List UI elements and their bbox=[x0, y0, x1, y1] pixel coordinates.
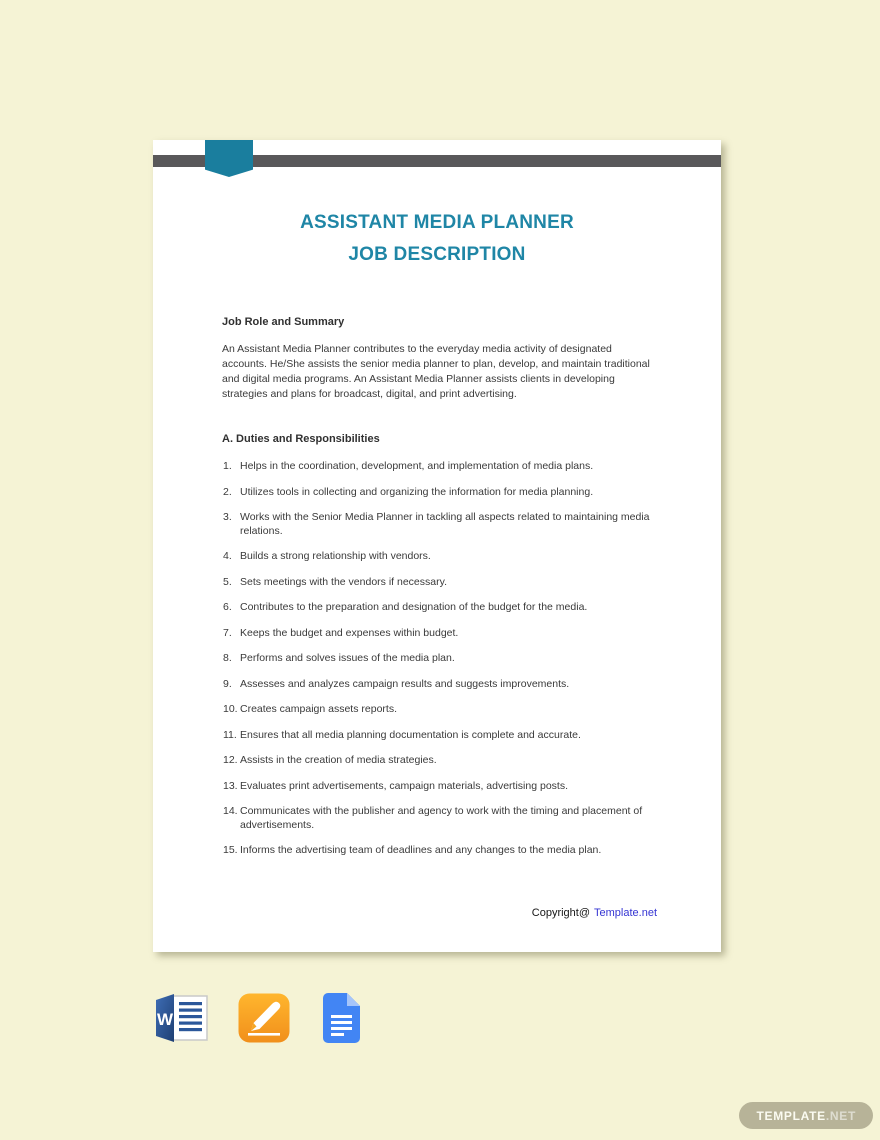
duty-number: 3. bbox=[223, 511, 232, 523]
duty-number: 15. bbox=[223, 844, 238, 856]
duty-number: 6. bbox=[223, 601, 232, 613]
copyright-link[interactable]: Template.net bbox=[594, 907, 657, 919]
duty-item bbox=[222, 754, 655, 768]
watermark-light: .NET bbox=[825, 1108, 856, 1123]
duty-text: Sets meetings with the vendors if necessary. bbox=[240, 575, 447, 588]
duty-text: Keeps the budget and expenses within budget. bbox=[240, 626, 459, 639]
microsoft-word-icon[interactable] bbox=[153, 993, 210, 1043]
duty-item bbox=[222, 550, 655, 564]
summary-heading: Job Role and Summary bbox=[222, 316, 345, 328]
copyright-line bbox=[532, 907, 657, 919]
duty-number: 9. bbox=[223, 677, 232, 690]
duty-text: Communicates with the publisher and agency to work with the timing and placement of advertisements. bbox=[240, 805, 643, 831]
duty-number: 11. bbox=[223, 728, 237, 741]
document-title-line2: JOB DESCRIPTION bbox=[348, 244, 526, 265]
duty-number: 8. bbox=[223, 652, 232, 664]
duty-text: Creates campaign assets reports. bbox=[240, 703, 397, 715]
template-net-watermark bbox=[739, 1102, 873, 1129]
duty-text: Works with the Senior Media Planner in tackling all aspects related to maintaining media relations. bbox=[240, 511, 650, 537]
duty-item bbox=[222, 652, 655, 666]
google-docs-icon[interactable] bbox=[318, 992, 365, 1044]
duty-number: 10. bbox=[223, 703, 238, 715]
duty-item bbox=[222, 780, 655, 794]
bookmark-ribbon-icon bbox=[205, 140, 253, 177]
document-page bbox=[153, 140, 721, 952]
duty-number: 5. bbox=[223, 575, 232, 588]
duty-text: Evaluates print advertisements, campaign materials, advertising posts. bbox=[240, 779, 568, 792]
duty-text: Ensures that all media planning documentation is complete and accurate. bbox=[240, 728, 581, 741]
duty-item bbox=[222, 627, 655, 641]
duty-number: 13. bbox=[223, 779, 238, 792]
summary-paragraph: An Assistant Media Planner contributes to the everyday media activity of designated accounts. He/She assists the senior media planner to plan, develop, and maintain traditional and digital media programs. An Assistant Media Planner assists clients in developing strategies and plans for broadcast, digital, and print advertising. bbox=[222, 343, 650, 400]
duties-heading: A. Duties and Responsibilities bbox=[222, 433, 380, 445]
document-title bbox=[153, 207, 721, 271]
duty-item bbox=[222, 805, 655, 832]
apple-pages-icon[interactable] bbox=[238, 993, 290, 1043]
duty-number: 1. bbox=[223, 460, 232, 472]
duty-item bbox=[222, 486, 655, 500]
available-formats-row bbox=[153, 992, 365, 1044]
duty-number: 2. bbox=[223, 485, 232, 498]
duty-text: Builds a strong relationship with vendors. bbox=[240, 550, 431, 562]
duty-number: 14. bbox=[223, 805, 238, 817]
duty-number: 4. bbox=[223, 550, 232, 562]
duty-item bbox=[222, 844, 655, 858]
duty-item bbox=[222, 703, 655, 717]
duty-item bbox=[222, 729, 655, 743]
document-body bbox=[222, 315, 655, 870]
duty-text: Utilizes tools in collecting and organizing the information for media planning. bbox=[240, 485, 594, 498]
watermark-bold: TEMPLATE bbox=[756, 1108, 826, 1123]
duty-item bbox=[222, 678, 655, 692]
duty-text: Assists in the creation of media strategies. bbox=[240, 754, 437, 766]
copyright-prefix: Copyright@ bbox=[531, 907, 591, 919]
duty-text: Performs and solves issues of the media plan. bbox=[240, 652, 455, 664]
duty-item bbox=[222, 601, 655, 615]
duty-item bbox=[222, 576, 655, 590]
document-title-line1: ASSISTANT MEDIA PLANNER bbox=[300, 212, 574, 233]
duty-text: Helps in the coordination, development, and implementation of media plans. bbox=[240, 460, 594, 472]
duty-number: 12. bbox=[223, 754, 238, 766]
duty-text: Assesses and analyzes campaign results and suggests improvements. bbox=[240, 677, 570, 690]
duty-text: Informs the advertising team of deadlines and any changes to the media plan. bbox=[240, 844, 602, 856]
duty-text: Contributes to the preparation and designation of the budget for the media. bbox=[240, 601, 588, 613]
svg-text:W: W bbox=[156, 1010, 174, 1029]
duties-list bbox=[222, 460, 655, 858]
duty-item bbox=[222, 460, 655, 474]
duty-item bbox=[222, 511, 655, 538]
duty-number: 7. bbox=[223, 626, 232, 639]
